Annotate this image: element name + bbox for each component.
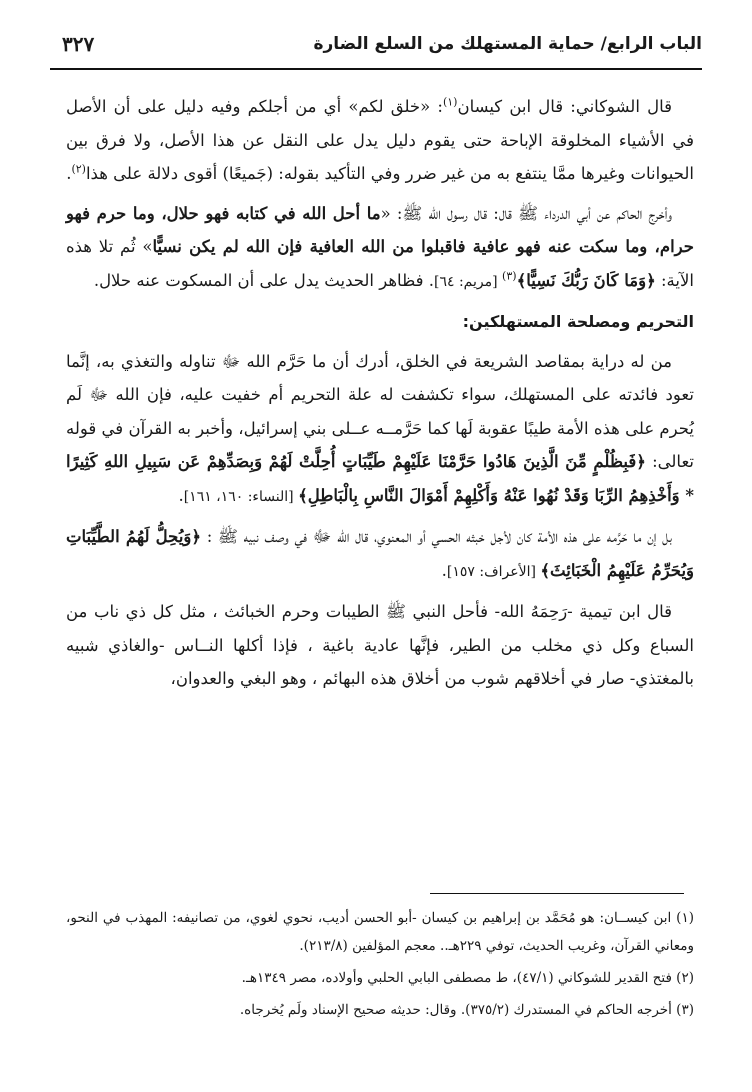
footnote-2: (٢) فتح القدير للشوكاني (٤٧/١)، ط مصطفى البابي الحلبي وأولاده، مصر ١٣٤٩هـ.	[241, 970, 694, 986]
text-run: من له دراية بمقاصد الشريعة في الخلق، أدرك أن ما حَرَّم الله ﷻ تناوله والتغذي به، إنَّما تعود فائدته على المستهلك، سواء تكشفت له علة التحريم أم خفيت عليه، فإن الله ﷻ لَم يُحرم على هذه الأمة طيبًا عقوبة لَها كما حَرَّمــه عــلى بني إسرائيل، وأخبر به القرآن في قوله تعالى:	[66, 351, 694, 471]
paragraph-ibn-taymiyya: قال ابن تيمية -رَحِمَهُ الله- فأحل النبي ﷺ الطيبات وحرم الخبائث ، مثل كل ذي ناب من السباع وكل ذي مخلب من الطير، فإنَّها عادية باغية ، فإذا أكلها النــاس -والغاذي شبيه بالمغتذي- صار في أخلاقهم شوب من أخلاق هذه البهائم ، وهو البغي والعدوان،	[66, 602, 694, 688]
text-run: » ثُم تلا هذه الآية:	[66, 237, 694, 290]
footnote-divider	[430, 893, 684, 894]
page-number: ٣٢٧	[62, 32, 95, 56]
footnotes	[66, 904, 694, 1028]
text-run: : «خلق لكم» أي من أجلكم وفيه دليل على أن الأصل في الأشياء المخلوقة الإباحة حتى يقوم دليل يدل على النقل عن هذا الأصل، ولا فرق بين الحيوانات وغيرها ممَّا ينتفع به من غير ضرر وفي التأكيد بقوله: (جَميعًا) أقوى دلالة على هذا	[66, 97, 694, 183]
text-run: قال الشوكاني: قال ابن كيسان	[457, 97, 672, 116]
verse-reference: [الأعراف: ١٥٧]	[446, 563, 541, 580]
quran-verse: ﴿وَيُحِلُّ لَهُمُ الطَّيِّبَاتِ وَيُحَرِّمُ عَلَيْهِمُ الْخَبَائِثَ﴾	[66, 527, 694, 580]
footnote-1: (١) ابن كيســان: هو مُحَمَّد بن إبراهيم بن كيسان -أبو الحسن أديب، نحوي لغوي، من تصانيفه: المهذب في النحو، ومعاني القرآن، وغريب الحديث، توفي ٢٢٩هـ.. معجم المؤلفين (٢١٣/٨).	[66, 910, 694, 954]
quran-verse: ﴿وَمَا كَانَ رَبُّكَ نَسِيًّا﴾	[516, 270, 656, 290]
verse-reference: [مريم: ٦٤]	[434, 273, 503, 290]
section-heading: التحريم ومصلحة المستهلكين:	[462, 312, 694, 331]
main-text	[66, 90, 694, 702]
text-run: .	[178, 485, 184, 505]
paragraph-hakim	[66, 197, 694, 300]
footnote-ref-2: (٢)	[71, 162, 86, 176]
footnote-ref-1: (١)	[442, 95, 458, 109]
text-run: .	[441, 560, 447, 580]
footnote-ref-3: (٣)	[502, 269, 517, 282]
text-run: وأخرج الحاكم عن أبي الدرداء ﷺ قال: قال رسول الله ﷺ: «	[380, 203, 672, 223]
verse-reference: [النساء: ١٦٠، ١٦١]	[183, 488, 299, 505]
text-run: . فظاهر الحديث يدل على أن المسكوت عنه حلال.	[93, 270, 434, 290]
quran-verse: ﴿فَبِظُلْمٍ مِّنَ الَّذِينَ هَادُوا حَرَّمْنَا عَلَيْهِمْ طَيِّبَاتٍ أُحِلَّتْ لَهُمْ وَبِصَدِّهِمْ عَن سَبِيلِ اللهِ كَثِيرًا * وَأَخْذِهِمُ الرِّبَا وَقَدْ نُهُوا عَنْهُ وَأَكْلِهِمْ أَمْوَالَ النَّاسِ بِالْبَاطِلِ﴾	[66, 452, 694, 505]
page-header	[50, 28, 702, 70]
running-title: الباب الرابع/ حماية المستهلك من السلع الضارة	[313, 34, 702, 54]
paragraph-khabath	[66, 520, 694, 589]
paragraph-shawkani	[66, 90, 694, 191]
hadith-text: ما أحل الله في كتابه فهو حلال، وما حرم فهو حرام، وما سكت عنه فهو عافية فاقبلوا من الله العافية فإن الله لم يكن نسيًّا	[66, 203, 694, 256]
footnote-3: (٣) أخرجه الحاكم في المستدرك (٣٧٥/٢). وقال: حديثه صحيح الإسناد ولَم يُخرجاه.	[239, 1002, 694, 1018]
paragraph-tahrim	[66, 345, 694, 515]
text-run: بل إن ما حَرَّمه على هذه الأمة كان لأجل خبثه الحسي أو المعنوي، قال الله ﷻ في وصف نبيه ﷺ :	[201, 527, 672, 546]
text-run: .	[66, 164, 72, 183]
